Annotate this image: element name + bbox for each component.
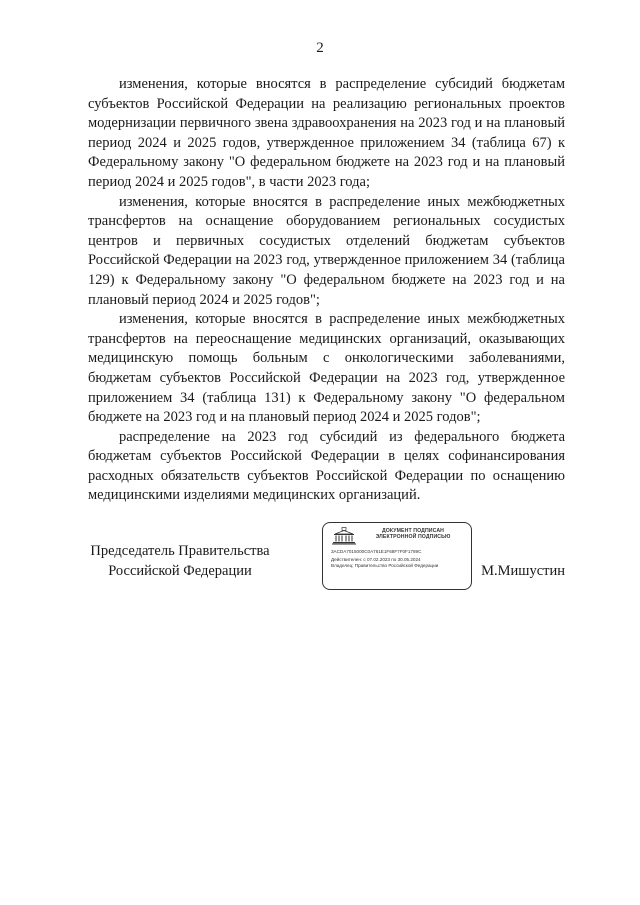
stamp-owner: Владелец: Правительство Российской Федерации — [331, 563, 439, 568]
signature-block — [0, 518, 640, 598]
signatory-role-line-2: Российской Федерации — [108, 562, 252, 579]
signatory-name: М.Мишустин — [481, 563, 565, 579]
government-building-icon — [331, 527, 357, 545]
paragraph-oncology-reequipment: изменения, которые вносятся в распределение иных межбюджетных трансфертов на переоснащение медицинских организаций, оказывающих медицинскую помощь больным с онкологическими заболеваниями, бюджетам субъектов Российской Федерации на 2023 год, утвержденное приложением 34 (таблица 131) к Федеральному закону "О федеральном бюджете на 2023 год и на плановый период 2024 и 2025 годов"; — [88, 311, 565, 426]
stamp-title — [359, 528, 467, 541]
electronic-signature-stamp — [322, 522, 472, 590]
stamp-title-line-2: ЭЛЕКТРОННОЙ ПОДПИСЬЮ — [375, 534, 451, 541]
signatory-role — [80, 542, 280, 581]
paragraph-medical-devices: распределение на 2023 год субсидий из федерального бюджета бюджетам субъектов Российской Федерации в целях софинансирования расходных обязательств субъектов Российской Федерации по оснащению медицинскими изделиями медицинских организаций. — [88, 428, 565, 504]
stamp-certificate-number: 3ACDA7015000C0A761E1F68F7F0F1789C — [331, 549, 422, 554]
stamp-validity: Действителен: с 07.02.2023 по 30.05.2024 — [331, 557, 421, 562]
signatory-role-line-1: Председатель Правительства — [90, 543, 270, 559]
paragraph-subsidies-primary-care: изменения, которые вносятся в распределение субсидий бюджетам субъектов Российской Федерации на реализацию региональных проектов модернизации первичного звена здравоохранения на 2023 год и на плановый период 2024 и 2025 годов, утвержденное приложением 34 (таблица 67) к Федеральному закону "О федеральном бюджете на 2023 год и на плановый период 2024 и 2025 годов", в части 2023 года; — [88, 76, 565, 190]
paragraph-vascular-centers: изменения, которые вносятся в распределение иных межбюджетных трансфертов на оснащение оборудованием региональных сосудистых центров и первичных сосудистых отделений бюджетам субъектов Российской Федерации на 2023 год, утвержденное приложением 34 (таблица 129) к Федеральному закону "О федеральном бюджете на 2023 год и на плановый период 2024 и 2025 годов"; — [88, 193, 565, 308]
document-body — [88, 75, 565, 506]
page-number: 2 — [316, 40, 324, 56]
stamp-title-line-1: ДОКУМЕНТ ПОДПИСАН — [381, 528, 445, 534]
